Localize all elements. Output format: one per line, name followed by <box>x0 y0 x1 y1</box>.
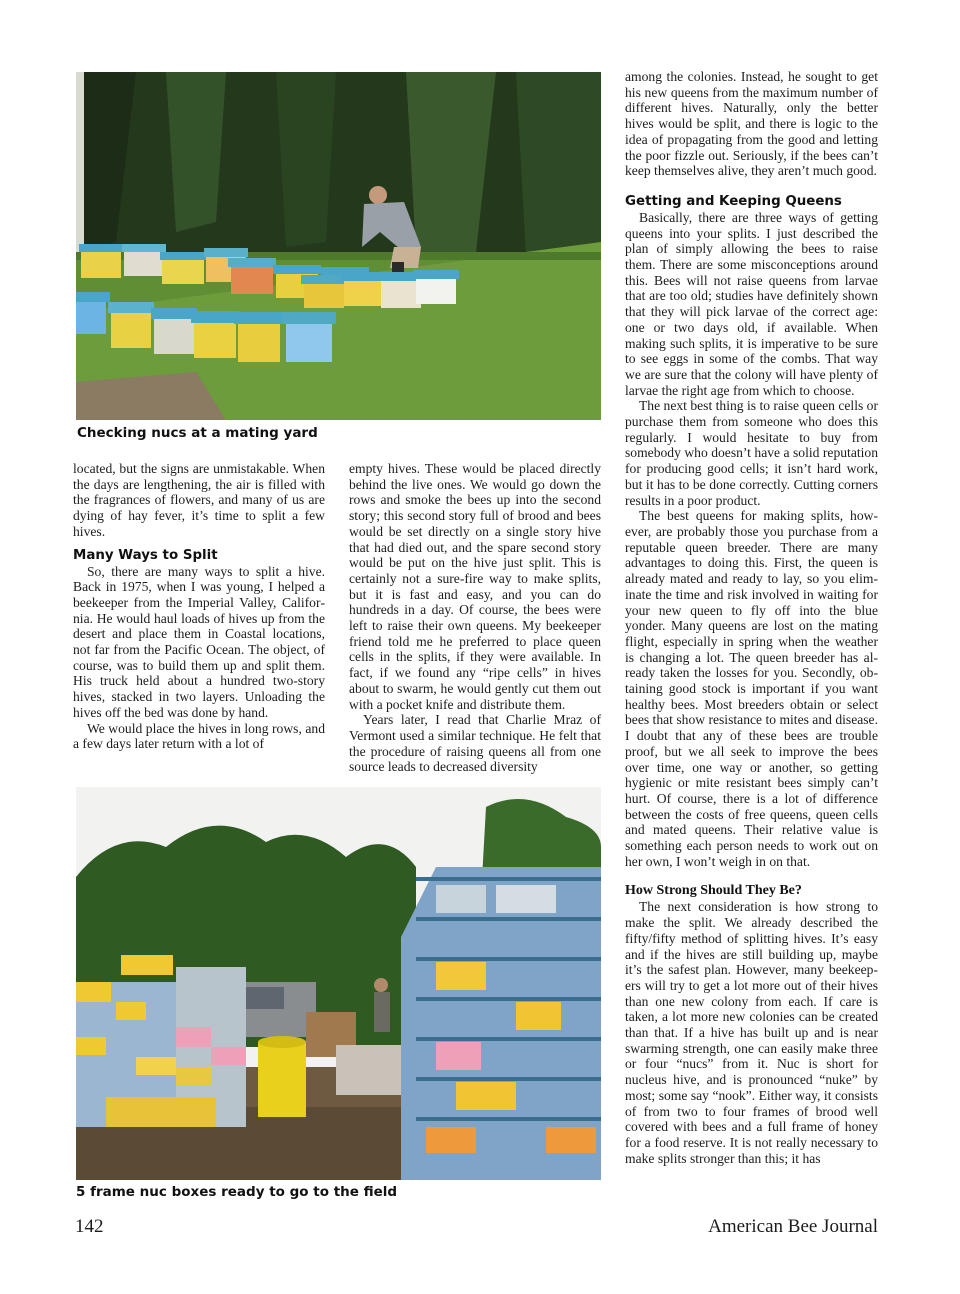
nuc-boxes-illustration <box>76 787 601 1180</box>
column-3 <box>625 69 878 1166</box>
col3-paragraph: The best queens for making splits, however, are probably those you purchase from a reputable queen breeder. There are many advantages to doing this. First, the queen is already mated and ready to lay, so you eliminate the time and risk involved in waiting for your new queen to fly off into the blue yonder. Many queens are lost on the mating flight, especially in spring when the weather is changing a lot. The queen breeder has already taken the losses for you. Secondly, obtaining good stock is important if you want healthy bees. Most breeders obtain or select bees that show resistance to mites and disease. I doubt that any of these bees are trouble proof, but we all seek to improve the bees over time, one way or another, so getting hygienic or mite resistant bees simply can’t hurt. Of course, there is a lot of difference between the costs of free queens, queen cells and mated queens. Their relative value is something each person needs to work out on her own, I won’t weigh in on that. <box>625 508 878 869</box>
col1-paragraph: We would place the hives in long rows, and a few days later return with a lot of <box>73 720 325 752</box>
column-1 <box>73 461 325 752</box>
mating-yard-illustration <box>76 72 601 420</box>
col3-paragraph: The next consideration is how strong to make the split. We already described the fifty/fifty method of splitting hives. It’s easy and if the hives are still building up, maybe it’s the safest plan. However, many beekeepers will try to get a lot more out of their hives than one new colony from each. If care is taken, a lot more new colonies can be created than that. If a hive has built up and is near swarming strength, one can easily make three or four “nucs” from it. Nuc is short for nucleus hive, and is pronounced “nuke” by most; some say “nook”. Either way, it consists of from two to four frames of brood well covered with bees and a full frame of honey for a food reserve. It is not really necessary to make splits stronger than this; it has <box>625 899 878 1166</box>
journal-title: American Bee Journal <box>708 1216 878 1237</box>
heading-how-strong: How Strong Should They Be? <box>625 883 802 899</box>
col1-paragraph: located, but the signs are unmistakable. When the days are lengthening, the air is filled with the fragrances of flowers, and many of us are dying of hay fever, it’s time to split a few hives. <box>73 461 325 539</box>
caption-top-photo: Checking nucs at a mating yard <box>77 425 318 441</box>
col2-paragraph: empty hives. These would be placed directly behind the live ones. We would go down the rows and smoke the bees up into the second story; this second story full of brood and bees would be set directly on a single story hive that had died out, and the spare second story would be put on the hive just split. This is certainly not a sure-fire way to make splits, but it is fast and easy, and you can do hundreds in a day. Of course, the bees were left to raise their own queens. My beekeeper friend told me he preferred to place queen cells in the splits, if they were available. In fact, if we found any “ripe cells” in hives about to swarm, he would gently cut them out with a pocket knife and distribute them. <box>349 461 601 712</box>
column-2 <box>349 461 601 775</box>
photo-mating-yard <box>76 72 601 420</box>
heading-getting-and-keeping-queens: Getting and Keeping Queens <box>625 193 842 209</box>
page-number: 142 <box>75 1216 104 1237</box>
col2-paragraph: Years later, I read that Charlie Mraz of Vermont used a similar technique. He felt that the procedure of raising queens all from one source leads to decreased diversity <box>349 712 601 775</box>
col1-paragraph: So, there are many ways to split a hive. Back in 1975, when I was young, I helped a beekeeper from the Imperial Valley, California. He would haul loads of hives up from the desert and place them in Coastal locations, not far from the Pacific Ocean. The object, of course, was to build them up and split them. His truck held about a hundred two-story hives, stacked in two layers. Unloading the hives off the bed was done by hand. <box>73 563 325 720</box>
col3-paragraph: among the colonies. Instead, he sought to get his new queens from the maximum number of different hives. Naturally, only the better hives would be split, and there is logic to the idea of propagating from the good and letting the poor fizzle out. Seriously, if the bees can’t keep themselves alive, they aren’t much good. <box>625 69 878 179</box>
heading-many-ways-to-split: Many Ways to Split <box>73 547 218 563</box>
col3-paragraph: Basically, there are three ways of getting queens into your splits. I just described the plan of simply allowing the bees to raise them. There are some misconceptions around this. Bees will not raise queens from larvae that are too old; studies have definitely shown that they will pick larvae of the correct age: one or two days old, if available. When making such splits, it is imperative to be sure to see eggs in some of the combs. That way we are sure that the colony will have plenty of larvae the right age from which to choose. <box>625 209 878 398</box>
col3-paragraph: The next best thing is to raise queen cells or purchase them from someone who does this regularly. I would hesitate to buy from somebody who doesn’t have a solid reputation for producing good cells; it isn’t hard work, but it has to be done correctly. Cutting corners results in a poor product. <box>625 398 878 508</box>
photo-nuc-boxes <box>76 787 601 1180</box>
caption-bottom-photo: 5 frame nuc boxes ready to go to the field <box>76 1184 398 1200</box>
